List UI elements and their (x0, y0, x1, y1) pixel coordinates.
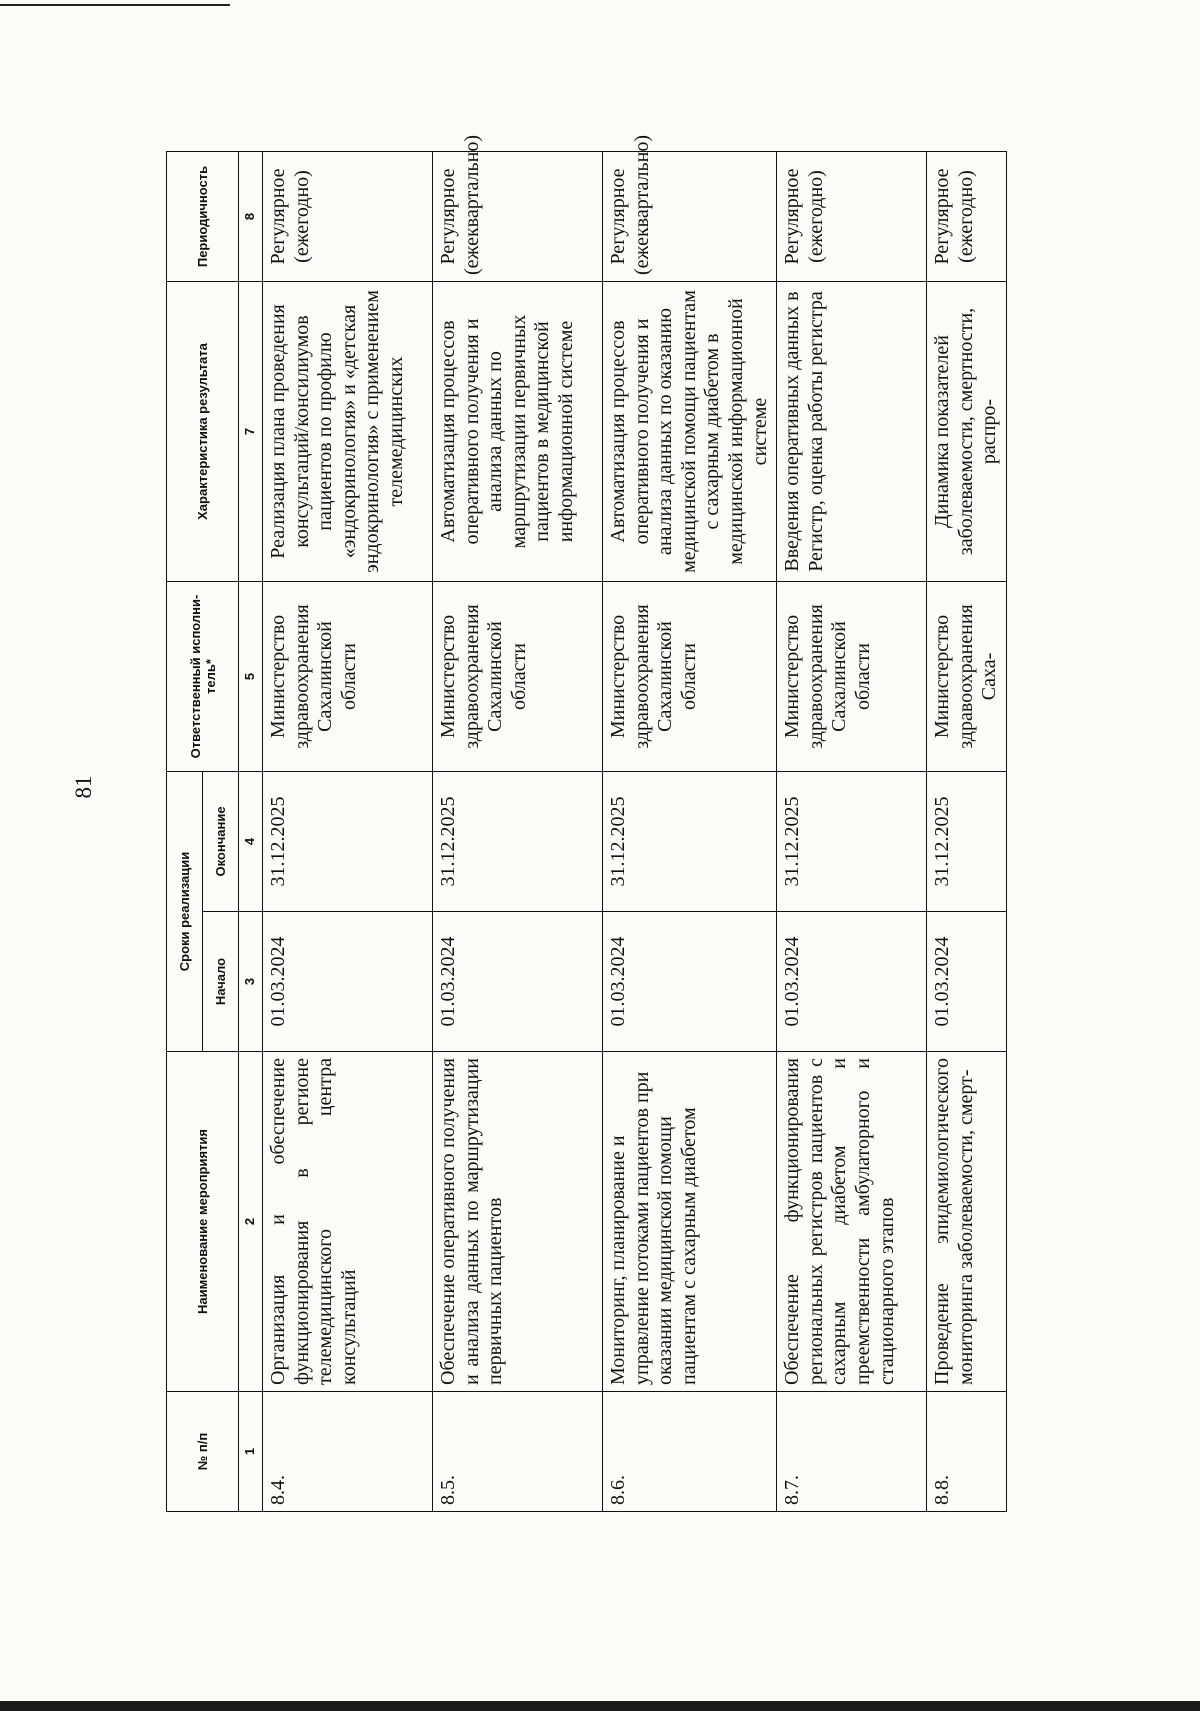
activities-table (166, 135, 1007, 1512)
row-name: Проведение эпидемиологического мониторинга заболеваемости, смерт- (927, 1052, 1007, 1392)
row-start: 01.03.2024 (603, 912, 777, 1052)
scan-edge-bottom (0, 1701, 1200, 1711)
row-result: Динамика показателей заболеваемости, смертности, распро- (927, 282, 1007, 582)
header-end: Окончание (203, 772, 239, 912)
row-name: Организация и обеспечение функционирования в регионе телемедицинского центра консультаций (263, 1052, 433, 1392)
row-responsible: Министерство здравоохранения Сахалинской области (433, 582, 603, 772)
row-end: 31.12.2025 (927, 772, 1007, 912)
column-number: 7 (239, 282, 263, 582)
row-name: Мониторинг, планирование и управление потоками пациентов при оказании медицинской помощи пациентам с сахарным диабетом (603, 1052, 777, 1392)
column-number: 5 (239, 582, 263, 772)
row-responsible: Министерство здравоохранения Сахалинской области (263, 582, 433, 772)
row-num: 8.8. (927, 1392, 1007, 1512)
row-end: 31.12.2025 (263, 772, 433, 912)
column-number: 4 (239, 772, 263, 912)
row-periodicity: Регулярное (ежегодно) (927, 152, 1007, 282)
table-row (433, 152, 603, 1512)
row-num: 8.7. (777, 1392, 927, 1512)
header-num: № п/п (167, 1392, 239, 1512)
row-end: 31.12.2025 (433, 772, 603, 912)
table-row (263, 152, 433, 1512)
header-responsible: Ответственный исполни-тель* (167, 582, 239, 772)
row-start: 01.03.2024 (263, 912, 433, 1052)
table-row (777, 152, 927, 1512)
header-name: Наименование мероприятия (167, 1052, 239, 1392)
column-number: 8 (239, 152, 263, 282)
column-number: 3 (239, 912, 263, 1052)
row-responsible: Министерство здравоохранения Саха- (927, 582, 1007, 772)
row-end: 31.12.2025 (777, 772, 927, 912)
header-start: Начало (203, 912, 239, 1052)
row-result: Автоматизация процессов оперативного получения и анализа данных по маршрутизации первичных пациентов в медицинской информационной системе (433, 282, 603, 582)
row-responsible: Министерство здравоохранения Сахалинской области (603, 582, 777, 772)
row-num: 8.5. (433, 1392, 603, 1512)
header-terms: Сроки реализации (167, 772, 203, 1052)
row-periodicity: Регулярное (ежеквартально) (603, 152, 777, 282)
rotated-document-page (1, 135, 1081, 1682)
row-name: Обеспечение оперативного получения и анализа данных по маршрутизации первичных пациентов (433, 1052, 603, 1392)
header-result: Характеристика результата (167, 282, 239, 582)
row-start: 01.03.2024 (927, 912, 1007, 1052)
row-responsible: Министерство здравоохранения Сахалинской области (777, 582, 927, 772)
column-number: 2 (239, 1052, 263, 1392)
table-row (603, 152, 777, 1512)
row-periodicity: Регулярное (ежегодно) (263, 152, 433, 282)
row-num: 8.4. (263, 1392, 433, 1512)
page-number: 81 (71, 775, 96, 799)
row-periodicity: Регулярное (ежеквартально) (433, 152, 603, 282)
row-result: Реализация плана проведения консультаций/консилиумов пациентов по профилю «эндокринология» и «детская эндокринология» с применением телемедицинских (263, 282, 433, 582)
header-periodicity: Периодичность (167, 152, 239, 282)
table-row (927, 152, 1007, 1512)
row-name: Обеспечение функционирования региональных регистров пациентов с сахарным диабетом и преемственности амбулаторного и стационарного этапов (777, 1052, 927, 1392)
scan-edge-top (0, 4, 230, 6)
row-end: 31.12.2025 (603, 772, 777, 912)
row-num: 8.6. (603, 1392, 777, 1512)
row-start: 01.03.2024 (433, 912, 603, 1052)
row-result: Автоматизация процессов оперативного получения и анализа данных по оказанию медицинской помощи пациентам с сахарным диабетом в медицинской информационной системе (603, 282, 777, 582)
row-start: 01.03.2024 (777, 912, 927, 1052)
column-number: 1 (239, 1392, 263, 1512)
row-result: Введения оперативных данных в Регистр, оценка работы регистра (777, 282, 927, 582)
row-periodicity: Регулярное (ежегодно) (777, 152, 927, 282)
